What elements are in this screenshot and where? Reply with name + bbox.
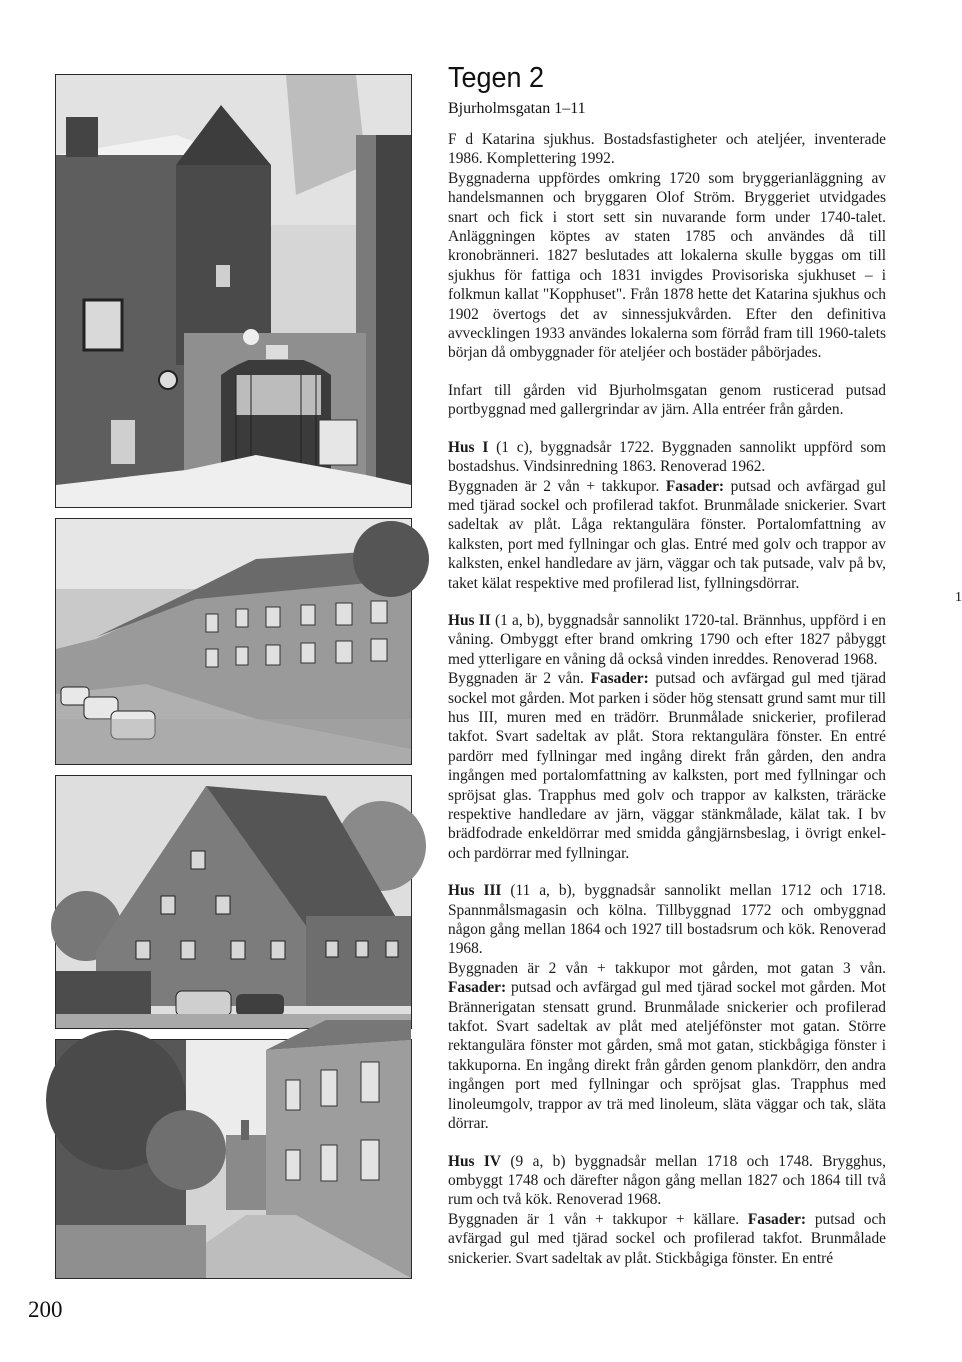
- intro-paragraph-2: Byggnaderna uppfördes omkring 1720 som bryggerianläggning av handelsmannen och bryggaren Olof Ström. Bryggeriet utvidgades snart och fick i stort sett sin nuvarande form under 1740-talet. Anläggningen köptes av staten 1785 och användes då till kronobränneri. 1827 beslutades att lokalerna skulle byggas om till sjukhus för fattiga och 1831 invigdes Provisoriska sjukhuset – i folkmun kallat "Kopphuset". Från 1878 hette det Katarina sjukhus och 1902 övertogs det av sinnessjukvården. Efter den definitiva avvecklingen 1933 användes lokalerna som förråd fram till 1960-talets början då ombyggnader för ateljéer och bostäder påbörjades.: [448, 169, 886, 362]
- hus3-intro: (11 a, b), byggnadsår sannolikt mellan 1712 och 1718. Spannmålsmagasin och kölna. Tillbyggnad 1772 och ombyggnad någon gång mellan 1864 och 1927 till bostadsrum och kök. Renoverad 1968.: [448, 882, 886, 958]
- photo-courtyard-lane: [55, 1039, 412, 1279]
- hus1-intro: (1 c), byggnadsår 1722. Byggnaden sannolikt uppförd som bostadshus. Vindsinredning 1863. Renoverad 1962.: [448, 438, 886, 476]
- page-title: Tegen 2: [448, 62, 544, 94]
- hus4-description: [448, 1210, 886, 1268]
- hus2-intro: (1 a, b), byggnadsår sannolikt 1720-tal. Brännhus, uppförd i en våning. Ombyggt efter brand omkring 1790 och efter 1827 påbyggt med ytterligare en våning då också vinden inreddes. Renoverad 1968.: [448, 611, 886, 668]
- photo-street-row-buildings: [55, 518, 412, 765]
- page-address: Bjurholmsgatan 1–11: [448, 100, 586, 117]
- page-number: 200: [28, 1297, 63, 1322]
- hus4-summary: [448, 1152, 886, 1210]
- hus2-desc: putsad och avfärgad gul med tjärad sockel mot gården. Mot parken i söder hög stensatt grund samt mur till hus III, muren med en trädörr. Brunmålade snickerier, profilerad takfot. Svart sadeltak av plåt. Stora rektangulära fönster. En entré pardörr med fyllningar med ingång direkt från gården, den andra ingången med portalomfattning av kalksten, port med fyllningar och spröjsat glas. Trapphus med golv och trappor av kalksten, träräcke respektive handledare av järn, väggar stänkmålade, kälat tak. I bv brädfodrade enkeldörrar med smidda gångjärnsbeslag, i övrigt enkel- och pardörrar med fyllningar.: [448, 670, 886, 862]
- hus1-summary: [448, 438, 886, 477]
- hus2-fasader-label: Fasader:: [590, 670, 649, 688]
- hus3-fasader-label: Fasader:: [448, 979, 507, 997]
- hus4-desc: putsad och avfärgad gul med tjärad sockel och profilerad takfot. Brunmålade snickerier. Svart sadeltak av plåt. Stickbågiga fönster. En entré: [448, 1210, 886, 1267]
- hus3-label: Hus III: [448, 882, 502, 900]
- intro-paragraph-3: Infart till gården vid Bjurholmsgatan genom rusticerad putsad portbyggnad med gallergrindar av järn. Alla entréer från gården.: [448, 381, 886, 419]
- hus1-fasader-label: Fasader:: [665, 477, 725, 495]
- hus2-pre: Byggnaden är 2 vån.: [448, 670, 591, 688]
- hus3-desc: putsad och avfärgad gul med tjärad sockel mot gården. Mot Brännerigatan stensatt grund. Brunmålade snickerier och profilerad takfot. Svart sadeltak av plåt med ateljéfönster mot gatan. Större rektangulära fönster mot gården, små mot gatan, stickbågiga fönster i takkuporna. En ingång direkt från gården genom plankdörr, den andra ingången port med fyllningar och spröjsat glas. Trapphus med linoleumgolv, trappor av trä med linoleum, släta väggar och tak, släta dörrar.: [448, 979, 886, 1133]
- photo-gable-house: [55, 775, 412, 1029]
- hus4-fasader-label: Fasader:: [747, 1210, 807, 1228]
- hus1-label: Hus I: [448, 438, 489, 456]
- hus2-summary: [448, 611, 886, 669]
- hus1-desc: putsad och avfärgad gul med tjärad sockel och profilerad takfot. Brunmålade snickerier. Svart sadeltak av plåt. Låga rektangulära fönster. Portalomfattning av kalksten, port med fyllningar och glas. Entré med golv och trappor av kalksten, enkel handledare av järn, väggar och tak putsade, valv på bv, taket kälat respektive med profilerad list, fyllningsdörrar.: [448, 477, 887, 592]
- hus1-pre: Byggnaden är 2 vån + takkupor.: [448, 477, 666, 495]
- text-column: [448, 130, 886, 1268]
- hus2-label: Hus II: [448, 611, 491, 629]
- hus1-description: [448, 477, 886, 593]
- hus3-pre: Byggnaden är 2 vån + takkupor mot gården, mot gatan 3 vån.: [448, 959, 886, 977]
- hus4-pre: Byggnaden är 1 vån + takkupor + källare.: [448, 1210, 748, 1228]
- hus3-summary: [448, 881, 886, 959]
- hus3-description: [448, 959, 886, 1134]
- hus4-intro: (9 a, b) byggnadsår mellan 1718 och 1748. Brygghus, ombyggt 1748 och därefter någon gång mellan 1827 och 1864 till två rum och två kök. Renoverad 1968.: [448, 1152, 886, 1209]
- hus4-label: Hus IV: [448, 1152, 502, 1170]
- intro-paragraph-1: F d Katarina sjukhus. Bostadsfastigheter och ateljéer, inventerade 1986. Komplettering 1992.: [448, 131, 886, 168]
- hus2-description: [448, 669, 886, 863]
- margin-mark: 1: [955, 590, 962, 605]
- photo-courtyard-gate-winter: [55, 74, 412, 508]
